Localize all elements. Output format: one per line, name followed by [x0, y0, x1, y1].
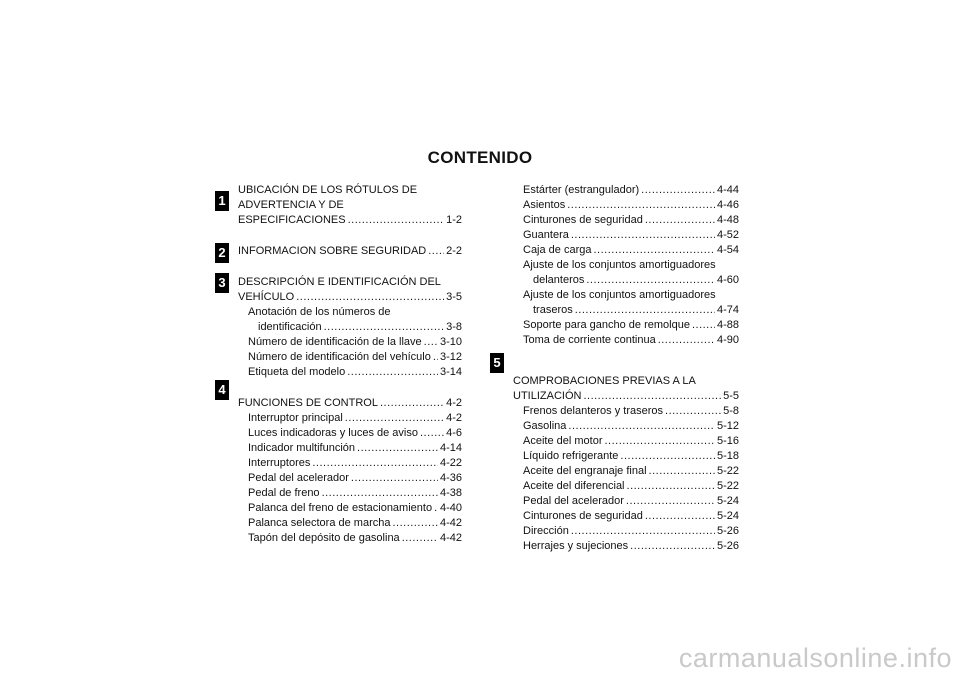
- leader-dots: [649, 464, 715, 479]
- leader-dots: [626, 494, 715, 509]
- toc-item[interactable]: Aceite del motor ..... 5-16: [513, 434, 739, 449]
- page-number: 5-12: [716, 420, 739, 432]
- leader-dots: [658, 333, 715, 348]
- toc-line: COMPROBACIONES PREVIAS A LA: [513, 375, 696, 387]
- toc-left-column: [238, 183, 462, 546]
- leader-dots: [345, 411, 444, 426]
- page-number: 3-12: [439, 351, 462, 363]
- leader-dots: [420, 426, 444, 441]
- page-number: 3-5: [446, 291, 462, 303]
- leader-dots: [620, 449, 715, 464]
- toc-item[interactable]: Pedal del acelerador ..... 4-36: [238, 471, 462, 486]
- toc-line: UTILIZACIÓN ..... 5-5: [513, 389, 739, 404]
- leader-dots: [348, 213, 445, 228]
- leader-dots: [296, 290, 444, 305]
- page-number: 5-22: [716, 465, 739, 477]
- page-number: 4-38: [439, 487, 462, 499]
- leader-dots: [571, 228, 715, 243]
- toc-item[interactable]: Dirección ..... 5-26: [513, 524, 739, 539]
- leader-dots: [380, 396, 444, 411]
- toc-item[interactable]: Anotación de los números de: [248, 306, 391, 318]
- leader-dots: [433, 350, 438, 365]
- page-number: 4-40: [439, 502, 462, 514]
- leader-dots: [324, 320, 445, 335]
- toc-item[interactable]: Cinturones de seguridad ..... 5-24: [513, 509, 739, 524]
- toc-item[interactable]: Caja de carga ..... 4-54: [513, 243, 739, 258]
- leader-dots: [312, 456, 438, 471]
- page-number: 4-44: [716, 184, 739, 196]
- watermark: carmanualsonline.info: [678, 643, 952, 673]
- toc-item[interactable]: Pedal del acelerador ..... 5-24: [513, 494, 739, 509]
- toc-section-2[interactable]: [238, 244, 462, 259]
- page-number: 3-8: [446, 321, 462, 333]
- toc-item[interactable]: Palanca selectora de marcha ..... 4-42: [238, 516, 462, 531]
- section-tab-2[interactable]: 2: [215, 243, 229, 263]
- toc-item[interactable]: Estárter (estrangulador) ..... 4-44: [513, 183, 739, 198]
- toc-item[interactable]: Líquido refrigerante ..... 5-18: [513, 449, 739, 464]
- leader-dots: [347, 365, 438, 380]
- toc-item[interactable]: Número de identificación del vehículo ..... 3-12: [238, 350, 462, 365]
- page-number: 5-16: [716, 435, 739, 447]
- toc-section-3[interactable]: [238, 275, 462, 305]
- leader-dots: [645, 509, 715, 524]
- toc-line: DESCRIPCIÓN E IDENTIFICACIÓN DEL: [238, 276, 441, 288]
- leader-dots: [567, 198, 715, 213]
- section-tab-4[interactable]: 4: [215, 380, 229, 400]
- section-tab-1[interactable]: 1: [215, 191, 229, 211]
- toc-item[interactable]: Guantera ..... 4-52: [513, 228, 739, 243]
- page-number: 4-22: [439, 457, 462, 469]
- toc-item[interactable]: Etiqueta del modelo ..... 3-14: [238, 365, 462, 380]
- toc-section-5[interactable]: [513, 374, 739, 404]
- leader-dots: [645, 213, 715, 228]
- leader-dots: [630, 539, 715, 554]
- leader-dots: [568, 419, 715, 434]
- page-number: 4-46: [716, 199, 739, 211]
- page-number: 4-14: [439, 442, 462, 454]
- page-number: 4-36: [439, 472, 462, 484]
- leader-dots: [357, 441, 438, 456]
- page-number: 5-26: [716, 525, 739, 537]
- leader-dots: [571, 524, 715, 539]
- section-tab-5[interactable]: 5: [490, 353, 504, 373]
- page-number: 4-60: [716, 274, 739, 286]
- page-number: 4-88: [716, 319, 739, 331]
- toc-line: ESPECIFICACIONES ..... 1-2: [238, 213, 462, 228]
- leader-dots: [594, 243, 715, 258]
- leader-dots: [586, 273, 715, 288]
- page-number: 4-6: [446, 427, 462, 439]
- page-number: 4-42: [439, 532, 462, 544]
- toc-item[interactable]: Aceite del engranaje final ..... 5-22: [513, 464, 739, 479]
- page-number: 4-90: [716, 334, 739, 346]
- leader-dots: [583, 389, 721, 404]
- toc-section-4[interactable]: [238, 396, 462, 411]
- toc-item-continuation[interactable]: delanteros ..... 4-60: [513, 273, 739, 288]
- toc-item[interactable]: Indicador multifunción ..... 4-14: [238, 441, 462, 456]
- toc-section-1[interactable]: [238, 183, 462, 228]
- page-number: 5-24: [716, 495, 739, 507]
- leader-dots: [665, 404, 721, 419]
- toc-item[interactable]: Gasolina ..... 5-12: [513, 419, 739, 434]
- leader-dots: [351, 471, 438, 486]
- toc-item[interactable]: Soporte para gancho de remolque ..... 4-88: [513, 318, 739, 333]
- toc-item[interactable]: Cinturones de seguridad ..... 4-48: [513, 213, 739, 228]
- page-number: 4-48: [716, 214, 739, 226]
- page-number: 5-18: [716, 450, 739, 462]
- leader-dots: [692, 318, 715, 333]
- toc-item-continuation[interactable]: identificación ..... 3-8: [238, 320, 462, 335]
- toc-line: UBICACIÓN DE LOS RÓTULOS DE: [238, 184, 418, 196]
- page-number: 4-42: [439, 517, 462, 529]
- page-number: 5-5: [723, 390, 739, 402]
- page-number: 3-14: [439, 366, 462, 378]
- toc-item[interactable]: Luces indicadoras y luces de aviso ..... 4-6: [238, 426, 462, 441]
- toc-item[interactable]: Herrajes y sujeciones ..... 5-26: [513, 539, 739, 554]
- page-number: 5-22: [716, 480, 739, 492]
- toc-line: VEHÍCULO ..... 3-5: [238, 290, 462, 305]
- page-number: 5-26: [716, 540, 739, 552]
- page-number: 4-2: [446, 412, 462, 424]
- section-tab-3[interactable]: 3: [215, 273, 229, 293]
- leader-dots: [392, 516, 438, 531]
- toc-line: FUNCIONES DE CONTROL ..... 4-2: [238, 396, 462, 411]
- leader-dots: [322, 486, 438, 501]
- leader-dots: [604, 434, 714, 449]
- page-number: 4-2: [446, 397, 462, 409]
- toc-right-column: [513, 183, 739, 554]
- toc-item[interactable]: Asientos ..... 4-46: [513, 198, 739, 213]
- leader-dots: [402, 531, 438, 546]
- page-number: 2-2: [446, 245, 462, 257]
- toc-item[interactable]: Interruptores ..... 4-22: [238, 456, 462, 471]
- page-number: 1-2: [446, 214, 462, 226]
- page-title: CONTENIDO: [427, 148, 533, 167]
- page-number: 4-74: [716, 304, 739, 316]
- toc-item[interactable]: Interruptor principal ..... 4-2: [238, 411, 462, 426]
- toc-item[interactable]: Tapón del depósito de gasolina ..... 4-42: [238, 531, 462, 546]
- leader-dots: [434, 501, 438, 516]
- leader-dots: [424, 335, 438, 350]
- toc-line: INFORMACION SOBRE SEGURIDAD ..... 2-2: [238, 244, 462, 259]
- toc-item[interactable]: Número de identificación de la llave ..... 3-10: [238, 335, 462, 350]
- toc-item[interactable]: Toma de corriente continua ..... 4-90: [513, 333, 739, 348]
- page-number: 5-8: [723, 405, 739, 417]
- toc-item[interactable]: Palanca del freno de estacionamiento ..... 4-40: [238, 501, 462, 516]
- page-number: 4-52: [716, 229, 739, 241]
- toc-item[interactable]: Frenos delanteros y traseros ..... 5-8: [513, 404, 739, 419]
- toc-item[interactable]: Ajuste de los conjuntos amortiguadores: [523, 259, 716, 271]
- page-number: 5-24: [716, 510, 739, 522]
- toc-item[interactable]: Aceite del diferencial ..... 5-22: [513, 479, 739, 494]
- leader-dots: [627, 479, 715, 494]
- leader-dots: [641, 183, 715, 198]
- page-number: 4-54: [716, 244, 739, 256]
- leader-dots: [575, 303, 715, 318]
- toc-item[interactable]: Pedal de freno ..... 4-38: [238, 486, 462, 501]
- toc-item-continuation[interactable]: traseros ..... 4-74: [513, 303, 739, 318]
- leader-dots: [428, 244, 444, 259]
- toc-line: ADVERTENCIA Y DE: [238, 199, 344, 211]
- page-number: 3-10: [439, 336, 462, 348]
- toc-item[interactable]: Ajuste de los conjuntos amortiguadores: [523, 289, 716, 301]
